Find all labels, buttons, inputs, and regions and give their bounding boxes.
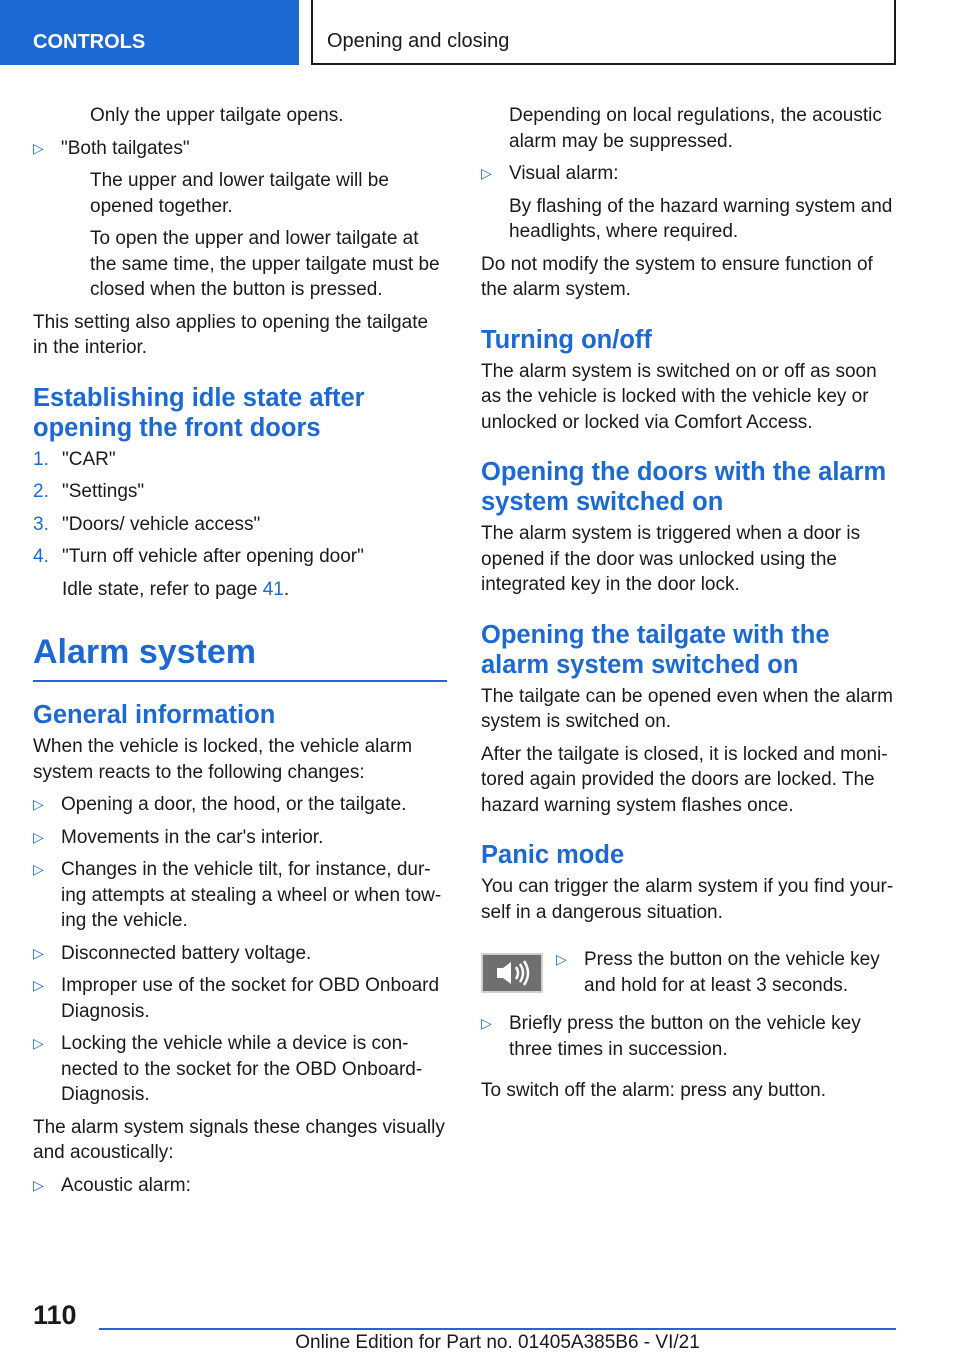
page-number: 110: [33, 1300, 77, 1330]
list-item: [33, 857, 447, 934]
both-tailgates-label: "Both tailgates": [61, 137, 190, 159]
list-item: [33, 1031, 447, 1108]
step-text: "Settings": [62, 481, 145, 502]
setting-note: This setting also applies to opening the tailgate in the interior.: [33, 311, 429, 358]
list-item-acoustic: [33, 1173, 447, 1199]
turning-text: The alarm system is switched on or off as soon as the vehicle is locked with the vehicle key or unlocked or locked via Comfort Access.: [481, 360, 877, 433]
chapter-label: Opening and closing: [327, 30, 510, 52]
step-item: [33, 447, 447, 473]
speaker-sound-svg: [483, 955, 541, 991]
bullet-triangle-icon: ▷: [33, 139, 44, 156]
idle-reference: [33, 577, 447, 603]
modify-note: Do not modify the system to ensure function of the alarm system.: [481, 253, 873, 300]
list-item-both-tailgates: [33, 136, 447, 162]
visual-desc: By flashing of the hazard warning system and headlights, where required.: [509, 195, 893, 242]
list-item-visual: [481, 161, 896, 187]
step-text: "Turn off vehicle after opening door": [62, 546, 364, 567]
doors-heading: Opening the doors with the alarm system switched on: [481, 458, 887, 516]
list-item: [33, 973, 447, 1024]
list-item: [33, 941, 447, 967]
general-intro: When the vehicle is locked, the vehicle alarm system reacts to the following changes:: [33, 736, 413, 783]
bullet-triangle-icon: ▷: [481, 1015, 492, 1031]
both-desc-1: The upper and lower tailgate will be opened together.: [90, 170, 389, 217]
idle-heading: Establishing idle state after opening the front doors: [33, 383, 365, 442]
step-number: 2.: [33, 481, 49, 502]
tailgate-text-2: After the tailgate is closed, it is locked and moni-tored again provided the doors are locked. The hazard warning system flashes once.: [481, 743, 888, 816]
acoustic-desc: Depending on local regulations, the acoustic alarm may be suppressed.: [509, 105, 882, 152]
change-text: Locking the vehicle while a device is con-nected to the socket for the OBD Onboard-Diagnosis.: [61, 1033, 423, 1105]
step-number: 1.: [33, 448, 49, 470]
idle-ref-text: Idle state, refer to page: [62, 578, 263, 600]
visual-label: Visual alarm:: [509, 163, 619, 184]
change-text: Improper use of the socket for OBD Onboard Diagnosis.: [61, 975, 440, 1022]
bullet-triangle-icon: ▷: [481, 165, 492, 181]
panic-key-row: [481, 947, 896, 1003]
both-desc-2: To open the upper and lower tailgate at the same time, the upper tailgate must be closed when the button is pressed.: [90, 228, 440, 300]
right-column: [481, 103, 896, 1111]
alarm-system-title: Alarm system: [33, 633, 257, 671]
change-text: Changes in the vehicle tilt, for instance, dur-ing attempts at stealing a wheel or when tow-ing the vehicle.: [61, 859, 442, 931]
step-text: "Doors/ vehicle access": [62, 513, 261, 535]
panic-heading: Panic mode: [481, 841, 625, 869]
list-item-panic-1: [556, 947, 886, 998]
doors-text: The alarm system is triggered when a door is opened if the door was unlocked using the integrated key in the door lock.: [481, 523, 861, 595]
turning-heading: Turning on/off: [481, 325, 652, 354]
section-label: CONTROLS: [33, 31, 146, 53]
tailgate-heading: Opening the tailgate with the alarm system switched on: [481, 620, 830, 679]
list-item: [33, 792, 447, 818]
switch-off-text: To switch off the alarm: press any button.: [481, 1080, 826, 1101]
step-item: [33, 544, 447, 570]
signals-text: The alarm system signals these changes visually and acoustically:: [33, 1116, 445, 1163]
section-tab: [0, 0, 299, 65]
bullet-triangle-icon: ▷: [33, 861, 44, 877]
bullet-triangle-icon: ▷: [33, 977, 44, 993]
bullet-triangle-icon: ▷: [33, 796, 44, 812]
bullet-triangle-icon: ▷: [33, 1035, 44, 1051]
list-item-panic-2: [481, 1011, 896, 1062]
step-item: [33, 512, 447, 538]
intro-line: Only the upper tailgate opens.: [90, 105, 344, 126]
list-item: [33, 825, 447, 851]
left-column: [33, 103, 447, 1205]
bullet-triangle-icon: ▷: [33, 944, 44, 961]
page-link[interactable]: 41: [262, 578, 284, 600]
chapter-tab: [311, 0, 896, 65]
general-heading: General information: [33, 701, 276, 729]
change-text: Movements in the car's interior.: [61, 826, 324, 848]
step-number: 3.: [33, 513, 49, 535]
footer-divider: [99, 1328, 896, 1330]
tailgate-text-1: The tailgate can be opened even when the alarm system is switched on.: [481, 685, 893, 732]
step-number: 4.: [33, 546, 49, 567]
bullet-triangle-icon: ▷: [33, 1176, 44, 1193]
acoustic-label: Acoustic alarm:: [61, 1174, 191, 1196]
change-text: Opening a door, the hood, or the tailgate.: [61, 794, 407, 815]
panic-text: You can trigger the alarm system if you find your-self in a dangerous situation.: [481, 876, 894, 923]
panic-step-2: Briefly press the button on the vehicle key three times in succession.: [509, 1013, 861, 1060]
title-divider: [33, 680, 447, 682]
panic-step-1: Press the button on the vehicle key and hold for at least 3 seconds.: [584, 949, 880, 996]
change-text: Disconnected battery voltage.: [61, 942, 312, 964]
bullet-triangle-icon: ▷: [33, 828, 44, 845]
speaker-sound-icon: [481, 953, 543, 993]
bullet-triangle-icon: ▷: [556, 951, 567, 967]
step-item: [33, 479, 447, 505]
step-text: "CAR": [62, 448, 116, 470]
edition-footer: Online Edition for Part no. 01405A385B6 - VI/21: [295, 1332, 700, 1353]
idle-ref-end: .: [283, 578, 290, 600]
